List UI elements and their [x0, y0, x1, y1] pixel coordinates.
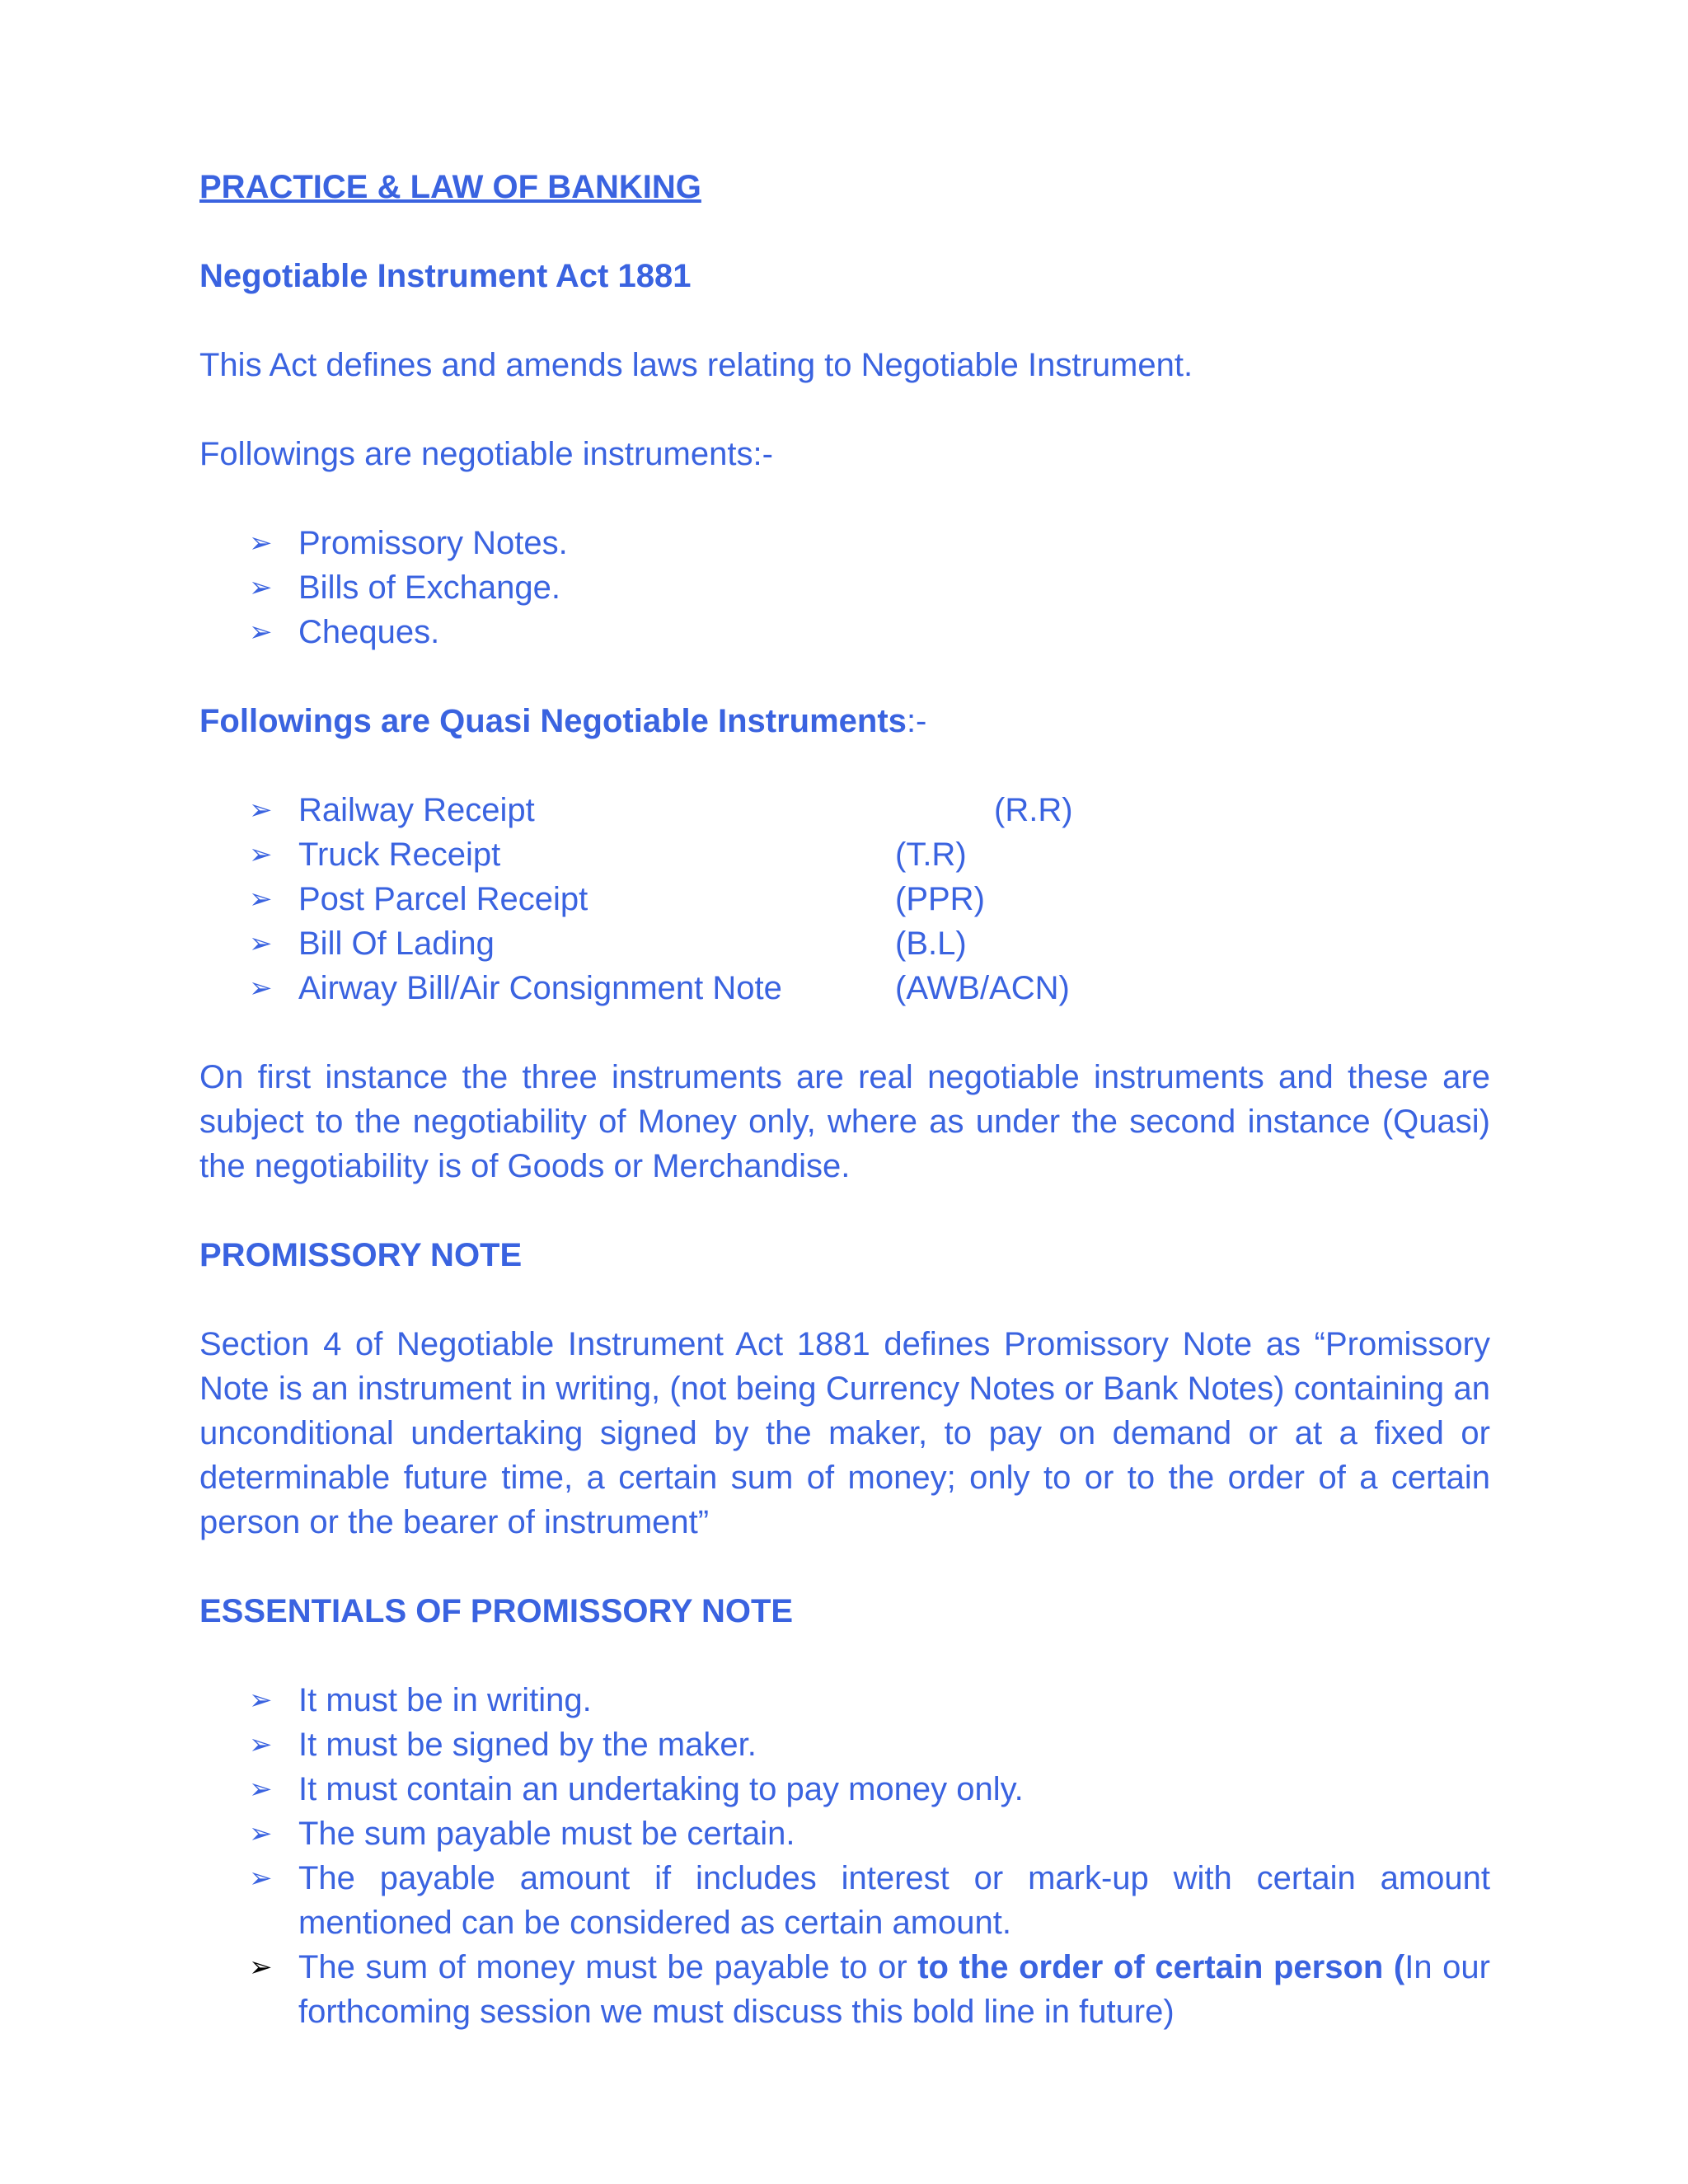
quasi-heading-suffix: :- — [906, 703, 927, 739]
list-item — [199, 788, 1490, 832]
quasi-list — [199, 788, 1490, 1010]
list-item: ➢ It must contain an undertaking to pay money only. — [199, 1767, 1490, 1811]
arrow-bullet-icon: ➢ — [249, 1684, 273, 1717]
list-item: ➢ The sum payable must be certain. — [199, 1811, 1490, 1856]
arrow-bullet-icon: ➢ — [249, 927, 273, 960]
list-item — [199, 832, 1490, 877]
intro-text: This Act defines and amends laws relating to Negotiable Instrument. — [199, 347, 1193, 383]
essentials-heading: ESSENTIALS OF PROMISSORY NOTE — [199, 1593, 794, 1629]
list-item — [199, 921, 1490, 966]
arrow-bullet-icon: ➢ — [249, 571, 273, 604]
document-page — [199, 165, 1490, 2034]
last-item-bold: to the order of certain person ( — [917, 1949, 1405, 1985]
arrow-bullet-icon: ➢ — [249, 883, 273, 916]
arrow-bullet-icon: ➢ — [249, 527, 273, 560]
list-item: ➢ It must be signed by the maker. — [199, 1722, 1490, 1767]
quasi-heading: Followings are Quasi Negotiable Instruments — [199, 703, 907, 739]
negotiable-list — [199, 521, 1490, 654]
list-item: ➢ Bills of Exchange. — [199, 565, 1490, 610]
negotiable-intro: Followings are negotiable instruments:- — [199, 436, 773, 472]
arrow-bullet-icon: ➢ — [249, 1728, 273, 1761]
instrument-name: Railway Receipt — [298, 792, 535, 828]
essentials-list — [199, 1678, 1490, 2034]
instrument-abbr: (AWB/ACN) — [895, 970, 1070, 1006]
instrument-name: Airway Bill/Air Consignment Note — [298, 970, 782, 1006]
instrument-name: Truck Receipt — [298, 837, 501, 873]
list-item: ➢ The payable amount if includes interest or mark-up with certain amount mentioned can be considered as certain amount. — [199, 1856, 1490, 1945]
arrow-bullet-icon: ➢ — [249, 1862, 273, 1895]
last-item-before: The sum of money must be payable to or — [298, 1949, 918, 1985]
act-heading: Negotiable Instrument Act 1881 — [199, 258, 692, 294]
list-item: ➢ Promissory Notes. — [199, 521, 1490, 565]
list-item — [199, 877, 1490, 921]
instrument-abbr: (PPR) — [895, 881, 985, 917]
arrow-bullet-icon: ➢ — [249, 616, 273, 649]
list-item: ➢ Cheques. — [199, 610, 1490, 654]
instrument-abbr: (R.R) — [994, 792, 1073, 828]
last-item-after: In our forthcoming session we must discuss this bold line in future) — [298, 1949, 1490, 2030]
arrow-bullet-icon: ➢ — [249, 972, 273, 1005]
promissory-definition: Section 4 of Negotiable Instrument Act 1881 defines Promissory Note as “Promissory Note is an instrument in writing, (not being Currency Notes or Bank Notes) containing an unconditional undertaking signed by the maker, to pay on demand or at a fixed or determinable future time, a certain sum of money; only to or to the order of a certain person or the bearer of instrument” — [199, 1326, 1490, 1540]
instrument-abbr: (T.R) — [895, 837, 967, 873]
instance-paragraph: On first instance the three instruments are real negotiable instruments and these are subject to the negotiability of Money only, where as under the second instance (Quasi) the negotiability is of Goods or Merchandise. — [199, 1059, 1490, 1184]
arrow-bullet-icon: ➢ — [249, 794, 273, 827]
instrument-name: Bill Of Lading — [298, 926, 495, 962]
instrument-abbr: (B.L) — [895, 926, 967, 962]
document-title: PRACTICE & LAW OF BANKING — [199, 169, 701, 205]
arrow-bullet-icon: ➢ — [249, 1817, 273, 1850]
list-item: ➢ It must be in writing. — [199, 1678, 1490, 1722]
list-item — [199, 1945, 1490, 2034]
promissory-heading: PROMISSORY NOTE — [199, 1237, 523, 1273]
arrow-bullet-icon: ➢ — [249, 1951, 273, 1984]
instrument-name: Post Parcel Receipt — [298, 881, 588, 917]
list-item — [199, 966, 1490, 1010]
arrow-bullet-icon: ➢ — [249, 838, 273, 871]
quasi-heading-line — [199, 699, 1490, 743]
arrow-bullet-icon: ➢ — [249, 1773, 273, 1806]
